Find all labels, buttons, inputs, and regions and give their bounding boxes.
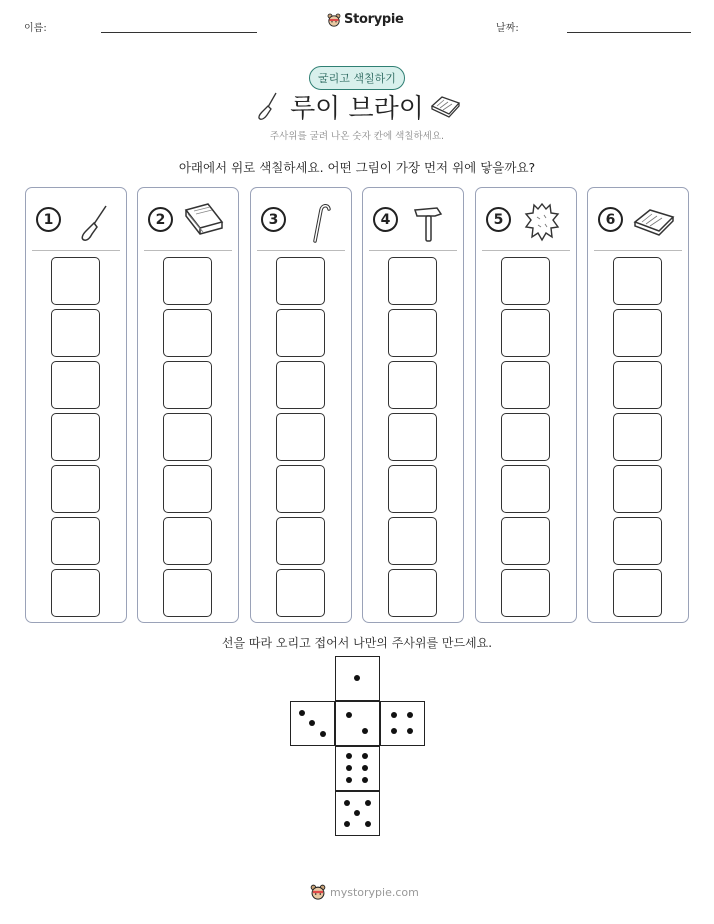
coloring-cell[interactable] <box>501 413 550 461</box>
dice-face-4 <box>380 701 425 746</box>
dice-pip <box>320 731 326 737</box>
dice-pip <box>346 777 352 783</box>
footer <box>310 884 419 900</box>
hammer-icon <box>407 200 451 244</box>
coloring-cell[interactable] <box>276 413 325 461</box>
coloring-cell[interactable] <box>613 465 662 513</box>
column-1 <box>25 187 127 623</box>
coloring-cell[interactable] <box>501 309 550 357</box>
dice-pip <box>391 728 397 734</box>
coloring-cell[interactable] <box>613 569 662 617</box>
column-number: 5 <box>486 207 511 232</box>
coloring-cell[interactable] <box>51 309 100 357</box>
page-title: 루이 브라이 <box>290 94 424 124</box>
logo <box>327 12 404 27</box>
logo-text: Storypie <box>344 12 404 27</box>
column-header <box>588 188 688 250</box>
dice-pip <box>354 810 360 816</box>
coloring-cell[interactable] <box>501 465 550 513</box>
dice-pip <box>362 777 368 783</box>
dice-face-5 <box>335 791 380 836</box>
coloring-cell[interactable] <box>613 413 662 461</box>
bear-logo-icon <box>327 13 341 27</box>
date-label: 날짜: <box>496 23 519 34</box>
coloring-cell[interactable] <box>51 569 100 617</box>
coloring-cell[interactable] <box>613 257 662 305</box>
dice-pip <box>362 765 368 771</box>
footer-url: mystorypie.com <box>330 885 419 899</box>
book-icon <box>182 200 226 244</box>
coloring-cell[interactable] <box>388 361 437 409</box>
coloring-cell[interactable] <box>388 257 437 305</box>
coloring-cell[interactable] <box>388 309 437 357</box>
coloring-cell[interactable] <box>501 257 550 305</box>
column-header <box>251 188 351 250</box>
column-number: 6 <box>598 207 623 232</box>
leather-piece-icon <box>428 94 462 118</box>
coloring-cell[interactable] <box>388 413 437 461</box>
awl-icon <box>70 200 114 244</box>
column-number: 3 <box>261 207 286 232</box>
column-6 <box>587 187 689 623</box>
coloring-cell[interactable] <box>163 361 212 409</box>
fold-instruction: 선을 따라 오리고 접어서 나만의 주사위를 만드세요. <box>221 636 493 650</box>
dice-pip <box>344 800 350 806</box>
dice-pip <box>391 712 397 718</box>
column-2 <box>137 187 239 623</box>
dice-pip <box>407 712 413 718</box>
dice-pip <box>354 675 360 681</box>
dice-pip <box>407 728 413 734</box>
coloring-cell[interactable] <box>388 569 437 617</box>
coloring-cell[interactable] <box>51 465 100 513</box>
dice-face-6 <box>335 746 380 791</box>
dice-net <box>290 656 425 836</box>
coloring-cell[interactable] <box>276 257 325 305</box>
coloring-cell[interactable] <box>163 569 212 617</box>
dice-pip <box>346 712 352 718</box>
coloring-cell[interactable] <box>276 309 325 357</box>
column-header <box>26 188 126 250</box>
dice-pip <box>365 821 371 827</box>
coloring-cell[interactable] <box>51 517 100 565</box>
coloring-cell[interactable] <box>613 517 662 565</box>
coloring-cell[interactable] <box>163 517 212 565</box>
dice-face-3 <box>290 701 335 746</box>
dice-face-2 <box>335 701 380 746</box>
coloring-cell[interactable] <box>613 309 662 357</box>
date-line[interactable] <box>567 32 691 33</box>
dice-face-1 <box>335 656 380 701</box>
coloring-cell[interactable] <box>501 517 550 565</box>
column-number: 4 <box>373 207 398 232</box>
leather-piece-icon <box>632 200 676 244</box>
cane-icon <box>295 200 339 244</box>
coloring-cell[interactable] <box>163 309 212 357</box>
column-5 <box>475 187 577 623</box>
coloring-cell[interactable] <box>163 465 212 513</box>
name-line[interactable] <box>101 32 257 33</box>
coloring-cell[interactable] <box>501 569 550 617</box>
dice-pip <box>365 800 371 806</box>
dice-pip <box>362 753 368 759</box>
column-header <box>138 188 238 250</box>
dice-pip <box>362 728 368 734</box>
coloring-cell[interactable] <box>163 413 212 461</box>
instruction: 아래에서 위로 색칠하세요. 어떤 그림이 가장 먼저 위에 닿을까요? <box>178 160 536 175</box>
dice-pip <box>346 753 352 759</box>
coloring-cell[interactable] <box>51 361 100 409</box>
column-header <box>363 188 463 250</box>
coloring-cell[interactable] <box>276 569 325 617</box>
dice-pip <box>309 720 315 726</box>
coloring-cell[interactable] <box>388 517 437 565</box>
coloring-cell[interactable] <box>613 361 662 409</box>
column-header <box>476 188 576 250</box>
column-3 <box>250 187 352 623</box>
dice-pip <box>344 821 350 827</box>
dice-pip <box>346 765 352 771</box>
coloring-cell[interactable] <box>276 361 325 409</box>
coloring-cell[interactable] <box>51 413 100 461</box>
coloring-cell[interactable] <box>276 517 325 565</box>
subtitle: 주사위를 굴려 나온 숫자 칸에 색칠하세요. <box>269 131 445 142</box>
column-number: 2 <box>148 207 173 232</box>
dice-pip <box>299 710 305 716</box>
activity-badge: 굴리고 색칠하기 <box>309 66 405 90</box>
coloring-cell[interactable] <box>501 361 550 409</box>
name-label: 이름: <box>24 23 47 34</box>
column-4 <box>362 187 464 623</box>
column-number: 1 <box>36 207 61 232</box>
coloring-cell[interactable] <box>276 465 325 513</box>
coloring-cell[interactable] <box>163 257 212 305</box>
coloring-cell[interactable] <box>388 465 437 513</box>
bear-logo-icon <box>310 884 326 900</box>
leather-hide-icon <box>520 200 564 244</box>
coloring-cell[interactable] <box>51 257 100 305</box>
